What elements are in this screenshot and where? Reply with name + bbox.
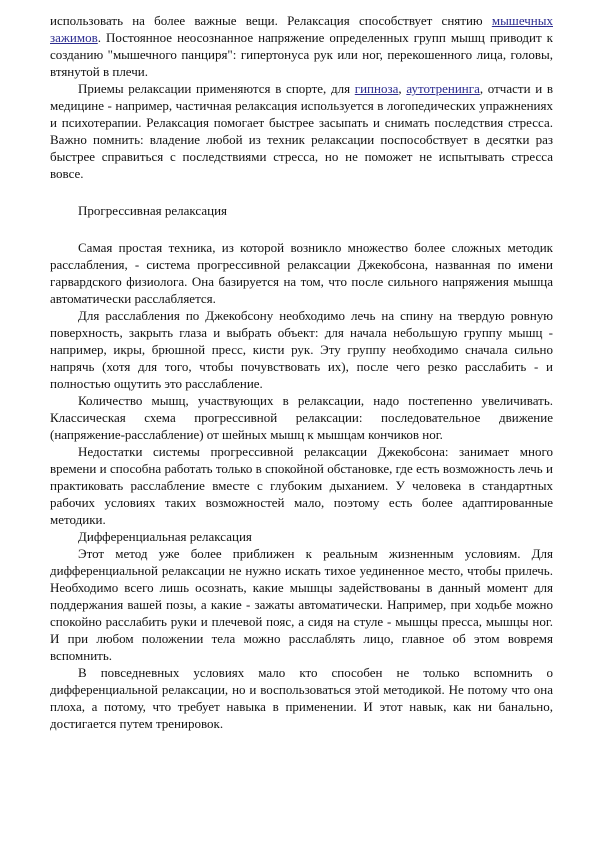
paragraph-progressive-3: Количество мышц, участвующих в релаксации, надо постепенно увеличивать. Классическая схема прогрессивной релаксации: последовательное движение (напряжение-расслабление) от шейных мышц к мышцам кончиков ног. xyxy=(50,393,553,442)
spacer xyxy=(50,219,553,239)
paragraph-usage-text-1: Приемы релаксации применяются в спорте, для xyxy=(78,81,355,96)
spacer xyxy=(50,182,553,202)
paragraph-intro-text-2: . Постоянное неосознанное напряжение определенных групп мышц приводит к созданию "мышечного панциря": гипертонуса рук или ног, перекошенного лица, головы, втянутой в плечи. xyxy=(50,30,553,79)
paragraph-progressive-1: Самая простая техника, из которой возникло множество более сложных методик расслабления, - система прогрессивной релаксации Джекобсона, названная по имени гарвардского физиолога. Она базируется на том, что после сильного напряжения мышца автоматически расслабляется. xyxy=(50,240,553,306)
paragraph-usage-text-2: , отчасти и в медицине - например, частичная релаксация используется в логопедических упражнениях и психотерапии. Релаксация помогает быстрее засыпать и снимать последствия стресса. Важно помнить: владение любой из техник релаксации поспособствует в десятки раз быстрее справиться с последствиями стресса, но не поможет не испытывать стресса вовсе. xyxy=(50,81,554,181)
paragraph-intro-text-1: использовать на более важные вещи. Релаксация способствует снятию xyxy=(50,13,492,28)
link-hypnosis[interactable]: гипноза xyxy=(354,81,399,96)
paragraph-usage-separator: , xyxy=(398,81,407,96)
link-autotraining[interactable]: аутотренинга xyxy=(406,81,480,96)
paragraph-intro xyxy=(50,12,553,80)
heading-progressive-relaxation: Прогрессивная релаксация xyxy=(78,203,228,218)
paragraph-progressive-4: Недостатки системы прогрессивной релаксации Джекобсона: занимает много времени и способна работать только в спокойной обстановке, где есть возможность лечь и практиковать расслабление вместе с глубоким дыханием. У человека в стандартных рабочих условиях таких возможностей мало, поэтому есть более адаптированные методики. xyxy=(50,444,553,527)
paragraph-progressive-2: Для расслабления по Джекобсону необходимо лечь на спину на твердую ровную поверхность, закрыть глаза и выбрать объект: для начала небольшую группу мышц - например, икры, брюшной пресс, кисти рук. Эту группу необходимо сначала сильно напрячь (хотя для того, чтобы почувствовать их), после чего резко расслабить - и полностью ощутить это расслабление. xyxy=(50,308,553,391)
document-page xyxy=(50,12,553,732)
paragraph-usage xyxy=(50,80,553,182)
link-muscle-clamps[interactable]: мышечных зажимов xyxy=(50,13,553,45)
heading-differential-relaxation: Дифференциальная релаксация xyxy=(78,529,252,544)
paragraph-differential-1: Этот метод уже более приближен к реальным жизненным условиям. Для дифференциальной релаксации не нужно искать тихое уединенное место, чтобы прилечь. Необходимо всего лишь осознать, какие мышцы задействованы в данный момент для поддержания вашей позы, а какие - зажаты автоматически. Например, при ходьбе можно спокойно расслабить руки и плечевой пояс, а сидя на стуле - мышцы пресса, мышцы ног. И при любом положении тела можно расслаблять лицо, главное об этом вовремя вспомнить. xyxy=(50,546,553,663)
paragraph-differential-2: В повседневных условиях мало кто способен не только вспомнить о дифференциальной релаксации, но и воспользоваться этой методикой. Не потому что она плоха, а потому, что требует навыка в применении. И этот навык, как ни банально, достигается путем тренировок. xyxy=(50,665,553,731)
